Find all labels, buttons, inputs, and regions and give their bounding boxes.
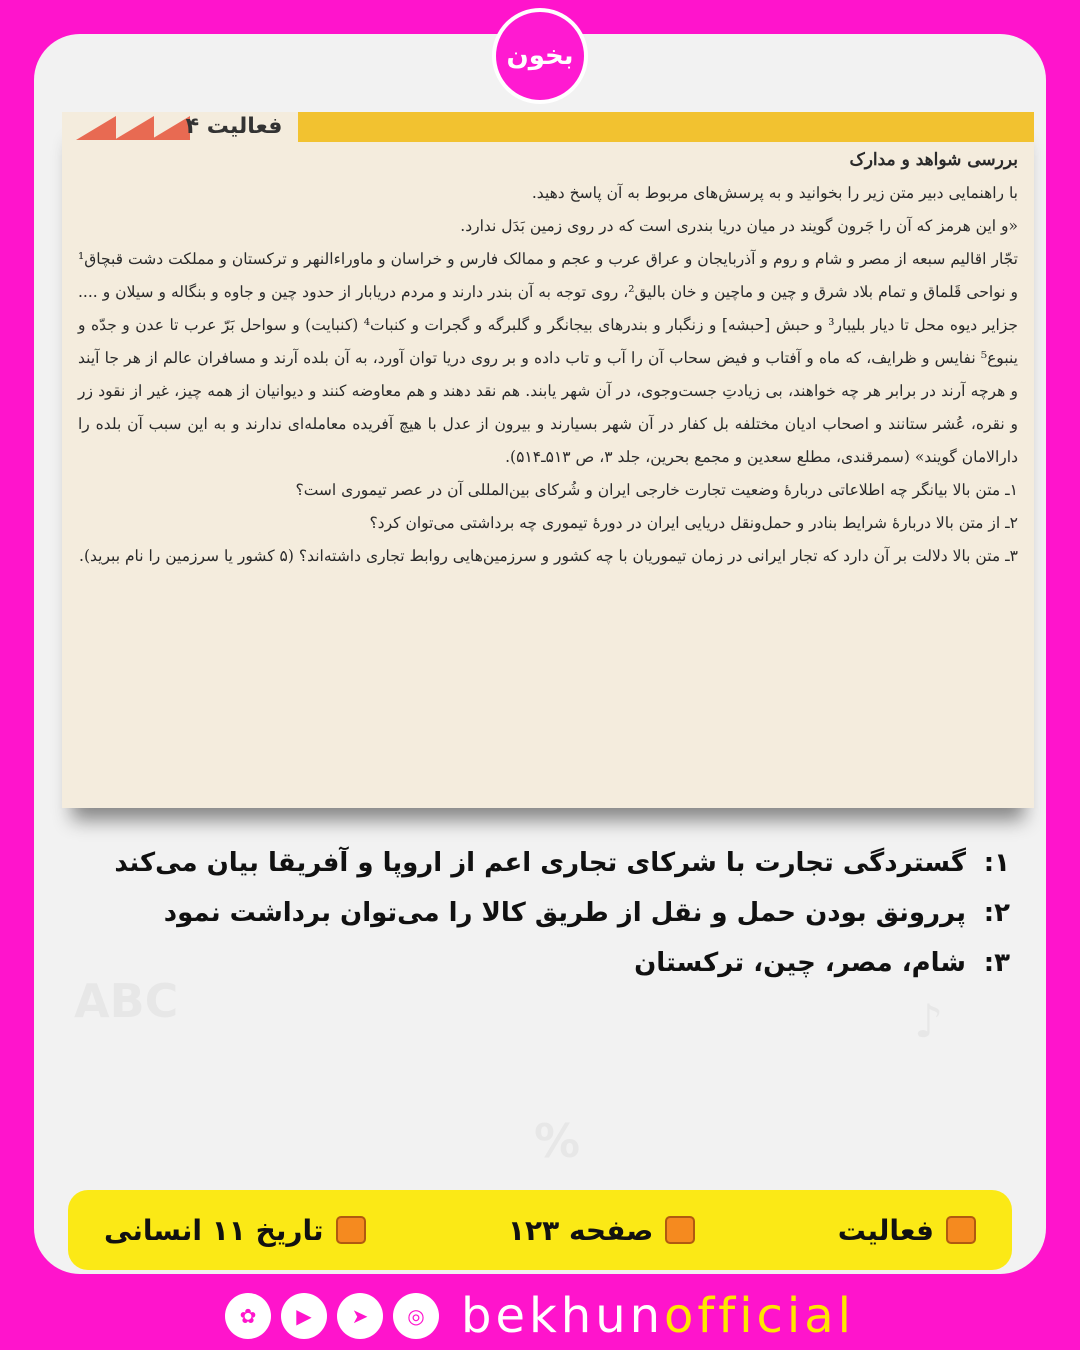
aparat-icon[interactable]: ✿ bbox=[225, 1293, 271, 1339]
answer-row bbox=[70, 838, 1010, 888]
graduation-cap-icon bbox=[336, 1216, 366, 1244]
answer-number: ۲: bbox=[983, 898, 1010, 928]
question-1: ۱ـ متن بالا بیانگر چه اطلاعاتی دربارهٔ وضعیت تجارت خارجی ایران و شُرکای بین‌المللی آن در عصر تیموری است؟ bbox=[295, 481, 1018, 499]
answer-row bbox=[70, 938, 1010, 988]
watermark-icon bbox=[914, 994, 943, 1048]
subject-label bbox=[104, 1214, 366, 1247]
book-icon bbox=[665, 1216, 695, 1244]
title-stripe bbox=[298, 112, 1034, 142]
info-bar bbox=[68, 1190, 1012, 1270]
decor-triangle bbox=[76, 116, 116, 140]
answer-number: ۱: bbox=[983, 848, 1010, 878]
page-label bbox=[508, 1214, 695, 1247]
passage-intro: «و این هرمز که آن را جَرون گویند در میان دریا بندری است که در روی زمین بَدَل ندارد. bbox=[460, 217, 1018, 235]
watermark-icon bbox=[534, 1114, 580, 1168]
textbook-page-image bbox=[62, 112, 1034, 808]
teacher-icon bbox=[946, 1216, 976, 1244]
textbook-body bbox=[78, 144, 1018, 573]
answer-text: شام، مصر، چین، ترکستان bbox=[634, 948, 966, 978]
question-3: ۳ـ متن بالا دلالت بر آن دارد که تجار ایرانی در زمان تیموریان با چه کشور و سرزمین‌هایی روابط تجاری داشته‌اند؟ (۵ کشور یا سرزمین را نام ببرید). bbox=[79, 547, 1018, 565]
instruction: با راهنمایی دبیر متن زیر را بخوانید و به پرسش‌های مربوط به آن پاسخ دهید. bbox=[531, 184, 1018, 202]
activity-label bbox=[838, 1214, 976, 1247]
content-card bbox=[34, 34, 1046, 1274]
answer-row bbox=[70, 888, 1010, 938]
youtube-icon[interactable]: ▶ bbox=[281, 1293, 327, 1339]
brand-logo[interactable]: بخون bbox=[492, 8, 588, 104]
page-text: صفحه ۱۲۳ bbox=[507, 1213, 654, 1247]
answer-number: ۳: bbox=[983, 948, 1010, 978]
answers-list bbox=[70, 838, 1010, 988]
footer bbox=[0, 1282, 1080, 1350]
answer-text: گستردگی تجارت با شرکای تجاری اعم از اروپا و آفریقا بیان می‌کند bbox=[114, 848, 966, 878]
activity-title: فعالیت ۴ bbox=[185, 114, 283, 139]
answer-text: پررونق بودن حمل و نقل از طریق کالا را می‌توان برداشت نمود bbox=[163, 898, 966, 928]
instagram-icon[interactable]: ◎ bbox=[393, 1293, 439, 1339]
question-2: ۲ـ از متن بالا دربارهٔ شرایط بنادر و حمل‌ونقل دریایی ایران در دورهٔ تیموری چه برداشتی می‌توان کرد؟ bbox=[369, 514, 1018, 532]
brand-main: bekhun bbox=[460, 1288, 665, 1344]
passage-main: تجّار اقالیم سبعه از مصر و شام و روم و آذربایجان و عراق عرب و عجم و ممالک فارس و خراسان و ماوراءالنهر و ترکستان و مملکت دشت قبچاق¹ و نواحی قَلماق و تمام بلاد شرق و چین و ماچین و خان بالیق²، روی توجه به آن بندر دارند و مردم دریابار از حدود چین و جاوه و بنگاله و سیلان و .... جزایر دیوه محل تا دیار بلیبار³ و حبش [حبشه] و زنگبار و بندرهای بیجانگر و گلبرگه و گجرات و کنبات⁴ (کنبایت) و سواحل بَرّ عرب تا عدن و جدّه و ینبوع⁵ نفایس و ظرایف، که ماه و آفتاب و فیض سحاب آن را آب و تاب داده و بر روی دریا توان آورد، به آن بلده آرند و مسافران عالم از هر جا آیند و هرچه آرند در برابر هر چه خواهند، بی زیادتِ جست‌وجوی، در آن شهر یابند. هم نقد دهند و هم معاوضه کنند و دیوانیان از همه چیز، غیر از نقود زر و نقره، عُشر ستانند و اصحاب ادیان مختلفه بل کفار در آن شهر بسیارند و بیرون از عدل با هیچ آفریده معامله‌ای ندارند و به این سبب آن بلده را دارالامان گویند» (سمرقندی، مطلع سعدین و مجمع بحرین، جلد ۳، ص ۵۱۳ـ۵۱۴). bbox=[78, 250, 1019, 466]
brand-accent: official bbox=[664, 1288, 856, 1344]
telegram-icon[interactable]: ➤ bbox=[337, 1293, 383, 1339]
brand-handle[interactable] bbox=[461, 1288, 855, 1344]
section-heading: بررسی شواهد و مدارک bbox=[849, 150, 1018, 170]
activity-text: فعالیت bbox=[837, 1213, 934, 1247]
subject-text: تاریخ ۱۱ انسانی bbox=[104, 1213, 324, 1247]
decor-triangle bbox=[114, 116, 154, 140]
